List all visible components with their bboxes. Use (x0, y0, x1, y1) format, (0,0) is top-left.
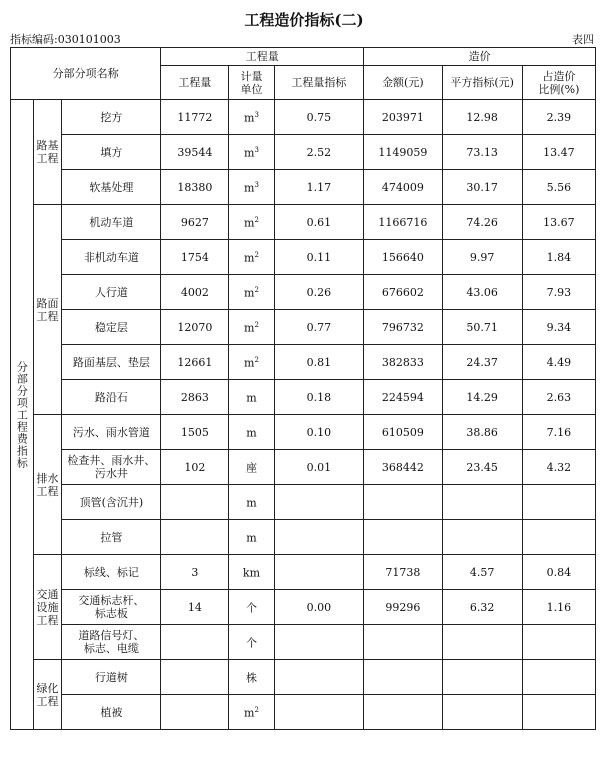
share-cell: 13.47 (522, 135, 595, 170)
item-name: 行道树 (62, 660, 161, 695)
quantity-cell: 9627 (161, 205, 229, 240)
unit-text: m (244, 286, 255, 300)
group-name: 绿化 工程 (33, 660, 62, 730)
share-cell (522, 660, 595, 695)
unit-exponent: 2 (254, 286, 259, 295)
share-cell: 2.63 (522, 380, 595, 415)
table-row (11, 345, 596, 380)
quantity-cell (161, 660, 229, 695)
per-sqm-cell: 12.98 (442, 100, 522, 135)
per-sqm-cell (442, 695, 522, 730)
header-quantity-index: 工程量指标 (274, 66, 364, 100)
quantity-cell: 1505 (161, 415, 229, 450)
unit-exponent: 2 (254, 356, 259, 365)
unit-cell (229, 660, 274, 695)
quantity-cell: 4002 (161, 275, 229, 310)
unit-cell (229, 415, 274, 450)
unit-cell (229, 590, 274, 625)
unit-exponent: 2 (254, 251, 259, 260)
quantity-cell: 14 (161, 590, 229, 625)
unit-cell (229, 520, 274, 555)
per-sqm-cell: 24.37 (442, 345, 522, 380)
share-cell: 1.16 (522, 590, 595, 625)
quantity-index-cell (274, 695, 364, 730)
quantity-index-cell: 0.01 (274, 450, 364, 485)
per-sqm-cell: 50.71 (442, 310, 522, 345)
quantity-index-cell (274, 660, 364, 695)
table-row (11, 100, 596, 135)
unit-exponent: 2 (254, 321, 259, 330)
per-sqm-cell: 43.06 (442, 275, 522, 310)
table-row (11, 205, 596, 240)
quantity-index-cell: 0.26 (274, 275, 364, 310)
quantity-cell (161, 485, 229, 520)
amount-cell (364, 660, 442, 695)
table-row (11, 555, 596, 590)
table-row (11, 240, 596, 275)
item-name: 机动车道 (62, 205, 161, 240)
unit-text: m (244, 356, 255, 370)
unit-text: m (244, 216, 255, 230)
unit-text: 个 (245, 601, 257, 615)
header-item-name: 分部分项名称 (11, 48, 161, 100)
unit-text: m (244, 146, 255, 160)
unit-cell (229, 100, 274, 135)
item-name: 植被 (62, 695, 161, 730)
unit-text: 株 (245, 671, 257, 685)
unit-cell (229, 310, 274, 345)
amount-cell: 156640 (364, 240, 442, 275)
side-category-label: 分部分项工程费指标 (11, 100, 34, 730)
unit-exponent: 2 (254, 706, 259, 715)
unit-text: 座 (245, 461, 257, 475)
unit-text: 个 (245, 636, 257, 650)
amount-cell: 796732 (364, 310, 442, 345)
item-name: 稳定层 (62, 310, 161, 345)
header-cost-group: 造价 (364, 48, 596, 66)
unit-cell (229, 135, 274, 170)
per-sqm-cell: 30.17 (442, 170, 522, 205)
per-sqm-cell: 4.57 (442, 555, 522, 590)
quantity-cell: 2863 (161, 380, 229, 415)
amount-cell: 224594 (364, 380, 442, 415)
unit-text: m (246, 426, 257, 440)
table-row (11, 135, 596, 170)
table-row (11, 170, 596, 205)
quantity-cell: 3 (161, 555, 229, 590)
table-header (11, 48, 596, 100)
group-name: 路基 工程 (33, 100, 62, 205)
group-name: 路面 工程 (33, 205, 62, 415)
item-name: 道路信号灯、 标志、电缆 (62, 625, 161, 660)
quantity-cell: 18380 (161, 170, 229, 205)
per-sqm-cell (442, 660, 522, 695)
unit-text: m (244, 251, 255, 265)
item-name: 拉管 (62, 520, 161, 555)
quantity-index-cell: 2.52 (274, 135, 364, 170)
table-number: 表四 (572, 33, 594, 46)
header-per-sqm: 平方指标(元) (442, 66, 522, 100)
page-title: 工程造价指标(二) (244, 11, 364, 29)
unit-cell (229, 345, 274, 380)
unit-text: m (244, 111, 255, 125)
item-name: 填方 (62, 135, 161, 170)
unit-cell (229, 240, 274, 275)
item-name: 路沿石 (62, 380, 161, 415)
unit-exponent: 3 (254, 181, 259, 190)
header-amount: 金额(元) (364, 66, 442, 100)
table-row (11, 380, 596, 415)
share-cell: 1.84 (522, 240, 595, 275)
per-sqm-cell: 38.86 (442, 415, 522, 450)
amount-cell: 99296 (364, 590, 442, 625)
unit-cell (229, 555, 274, 590)
quantity-index-cell: 1.17 (274, 170, 364, 205)
table-row (11, 590, 596, 625)
item-name: 软基处理 (62, 170, 161, 205)
quantity-index-cell: 0.18 (274, 380, 364, 415)
unit-text: m (244, 321, 255, 335)
amount-cell (364, 695, 442, 730)
unit-cell (229, 695, 274, 730)
table-row (11, 275, 596, 310)
amount-cell (364, 520, 442, 555)
table-row (11, 660, 596, 695)
unit-text: m (246, 391, 257, 405)
quantity-cell: 11772 (161, 100, 229, 135)
table-row (11, 450, 596, 485)
unit-cell (229, 275, 274, 310)
per-sqm-cell: 73.13 (442, 135, 522, 170)
per-sqm-cell: 9.97 (442, 240, 522, 275)
quantity-index-cell: 0.00 (274, 590, 364, 625)
unit-cell (229, 170, 274, 205)
share-cell: 4.32 (522, 450, 595, 485)
quantity-cell: 1754 (161, 240, 229, 275)
share-cell: 2.39 (522, 100, 595, 135)
unit-text: km (242, 566, 261, 580)
share-cell: 7.93 (522, 275, 595, 310)
per-sqm-cell: 6.32 (442, 590, 522, 625)
unit-cell (229, 625, 274, 660)
table-body (11, 100, 596, 730)
group-name: 排水 工程 (33, 415, 62, 555)
share-cell (522, 520, 595, 555)
quantity-index-cell (274, 625, 364, 660)
quantity-index-cell (274, 555, 364, 590)
quantity-cell: 102 (161, 450, 229, 485)
unit-cell (229, 380, 274, 415)
table-row (11, 625, 596, 660)
per-sqm-cell: 23.45 (442, 450, 522, 485)
share-cell (522, 625, 595, 660)
unit-cell (229, 450, 274, 485)
unit-text: m (246, 496, 257, 510)
unit-cell (229, 485, 274, 520)
amount-cell: 368442 (364, 450, 442, 485)
item-name: 人行道 (62, 275, 161, 310)
share-cell: 7.16 (522, 415, 595, 450)
item-name: 交通标志杆、 标志板 (62, 590, 161, 625)
per-sqm-cell (442, 625, 522, 660)
unit-exponent: 3 (254, 111, 259, 120)
quantity-index-cell (274, 520, 364, 555)
amount-cell: 71738 (364, 555, 442, 590)
amount-cell: 203971 (364, 100, 442, 135)
item-name: 检查井、雨水井、 污水井 (62, 450, 161, 485)
table-row (11, 695, 596, 730)
group-name: 交通 设施 工程 (33, 555, 62, 660)
quantity-index-cell: 0.75 (274, 100, 364, 135)
unit-text: m (244, 706, 255, 720)
quantity-cell (161, 695, 229, 730)
quantity-cell (161, 520, 229, 555)
quantity-index-cell: 0.61 (274, 205, 364, 240)
quantity-cell: 39544 (161, 135, 229, 170)
quantity-index-cell: 0.81 (274, 345, 364, 380)
index-code: 指标编码:030101003 (10, 33, 121, 46)
share-cell: 5.56 (522, 170, 595, 205)
unit-text: m (244, 181, 255, 195)
cost-index-table (10, 47, 596, 730)
unit-cell (229, 205, 274, 240)
item-name: 污水、雨水管道 (62, 415, 161, 450)
share-cell: 4.49 (522, 345, 595, 380)
item-name: 路面基层、垫层 (62, 345, 161, 380)
unit-text: m (246, 531, 257, 545)
share-cell: 13.67 (522, 205, 595, 240)
unit-exponent: 3 (254, 146, 259, 155)
quantity-cell (161, 625, 229, 660)
item-name: 非机动车道 (62, 240, 161, 275)
quantity-index-cell: 0.77 (274, 310, 364, 345)
header-share: 占造价 比例(%) (522, 66, 595, 100)
header-quantity-group: 工程量 (161, 48, 364, 66)
amount-cell: 676602 (364, 275, 442, 310)
table-row (11, 485, 596, 520)
quantity-index-cell (274, 485, 364, 520)
share-cell (522, 695, 595, 730)
per-sqm-cell (442, 520, 522, 555)
per-sqm-cell: 14.29 (442, 380, 522, 415)
item-name: 挖方 (62, 100, 161, 135)
amount-cell: 1149059 (364, 135, 442, 170)
amount-cell: 382833 (364, 345, 442, 380)
table-row (11, 415, 596, 450)
quantity-index-cell: 0.11 (274, 240, 364, 275)
share-cell: 9.34 (522, 310, 595, 345)
amount-cell: 474009 (364, 170, 442, 205)
header-quantity: 工程量 (161, 66, 229, 100)
quantity-cell: 12070 (161, 310, 229, 345)
item-name: 顶管(含沉井) (62, 485, 161, 520)
per-sqm-cell (442, 485, 522, 520)
share-cell (522, 485, 595, 520)
per-sqm-cell: 74.26 (442, 205, 522, 240)
table-row (11, 520, 596, 555)
amount-cell: 610509 (364, 415, 442, 450)
quantity-cell: 12661 (161, 345, 229, 380)
amount-cell: 1166716 (364, 205, 442, 240)
quantity-index-cell: 0.10 (274, 415, 364, 450)
amount-cell (364, 625, 442, 660)
item-name: 标线、标记 (62, 555, 161, 590)
amount-cell (364, 485, 442, 520)
unit-exponent: 2 (254, 216, 259, 225)
share-cell: 0.84 (522, 555, 595, 590)
header-unit: 计量 单位 (229, 66, 274, 100)
table-row (11, 310, 596, 345)
